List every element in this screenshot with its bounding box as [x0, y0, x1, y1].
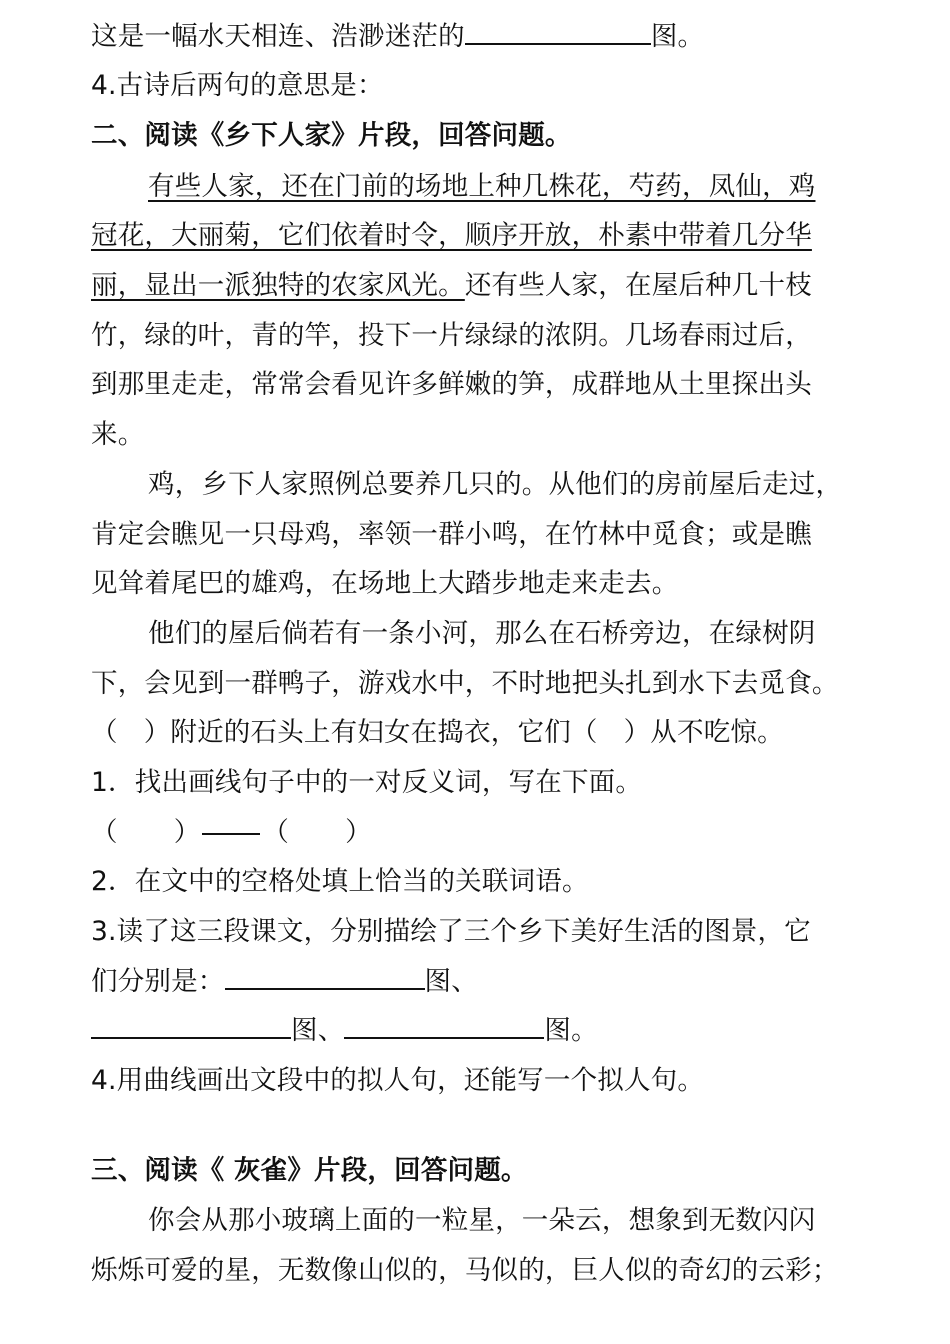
section-3-heading: 三、阅读《 灰雀》片段，回答问题。 — [91, 1155, 528, 1186]
poem-question-4: 4.古诗后两句的意思是： — [91, 70, 384, 101]
underlined-sentence: 有些人家，还在门前的场地上种几株花，芍药，凤仙，鸡 — [148, 171, 816, 202]
open-paren: （ — [91, 817, 118, 848]
passage-line — [91, 271, 871, 301]
passage-line: 他们的屋后倘若有一条小河，那么在石桥旁边，在绿树阴 — [148, 618, 816, 649]
question-text: 们分别是： — [91, 966, 225, 997]
question-3-line-3 — [91, 1016, 871, 1046]
passage-line — [148, 172, 928, 202]
question-3-line-2 — [91, 967, 871, 997]
passage-line: 肯定会瞧见一只母鸡，率领一群小鸣，在竹林中觅食；或是瞧 — [91, 519, 812, 550]
passage-text: ）附近的石头上有妇女在捣衣，它们（ — [143, 717, 598, 748]
dash-separator — [202, 833, 260, 835]
poem-question-3 — [91, 22, 871, 52]
passage-line-with-blanks — [91, 718, 871, 748]
passage-line: 来。 — [91, 419, 145, 450]
question-1: 1．找出画线句子中的一对反义词，写在下面。 — [91, 767, 643, 798]
answer-blank[interactable] — [91, 1017, 291, 1039]
passage-line: 鸡，乡下人家照例总要养几只的。从他们的房前屋后走过， — [148, 469, 843, 500]
passage-text: ）从不吃惊。 — [623, 717, 784, 748]
open-paren: （ — [91, 717, 118, 748]
question-text: 图。 — [544, 1015, 598, 1046]
answer-blank[interactable] — [225, 968, 425, 990]
answer-blank[interactable] — [344, 1017, 544, 1039]
underlined-sentence: 丽，显出一派独特的农家风光。 — [91, 270, 465, 301]
poem-q3-prefix: 这是一幅水天相连、浩渺迷茫的 — [91, 21, 465, 52]
question-3: 3.读了这三段课文，分别描绘了三个乡下美好生活的图景，它 — [91, 916, 811, 947]
poem-q3-suffix: 图。 — [650, 21, 705, 52]
passage-text: 还有些人家，在屋后种几十枝 — [464, 270, 812, 301]
passage-line: 竹，绿的叶，青的竿，投下一片绿绿的浓阴。几场春雨过后， — [91, 320, 812, 351]
question-text: 图、 — [291, 1015, 345, 1046]
answer-blank[interactable] — [465, 23, 651, 45]
passage-line — [91, 221, 871, 251]
close-paren: ） — [173, 817, 201, 848]
question-4: 4.用曲线画出文段中的拟人句，还能写一个拟人句。 — [91, 1065, 705, 1096]
passage-line: 烁烁可爱的星，无数像山似的，马似的，巨人似的奇幻的云彩； — [91, 1255, 839, 1286]
open-paren: （ — [262, 817, 290, 848]
question-2: 2．在文中的空格处填上恰当的关联词语。 — [91, 866, 589, 897]
passage-line: 下，会见到一群鸭子，游戏水中，不时地把头扎到水下去觅食。 — [91, 668, 839, 699]
question-text: 图、 — [424, 966, 478, 997]
close-paren: ） — [345, 817, 372, 848]
passage-line: 见耸着尾巴的雄鸡，在场地上大踏步地走来走去。 — [91, 568, 679, 599]
section-2-heading: 二、阅读《乡下人家》片段，回答问题。 — [91, 120, 572, 151]
passage-line: 你会从那小玻璃上面的一粒星，一朵云，想象到无数闪闪 — [148, 1205, 816, 1236]
passage-line: 到那里走走，常常会看见许多鲜嫩的笋，成群地从土里探出头 — [91, 369, 812, 400]
question-1-answer — [91, 818, 871, 848]
underlined-sentence: 冠花，大丽菊，它们依着时令，顺序开放，朴素中带着几分华 — [91, 220, 812, 251]
